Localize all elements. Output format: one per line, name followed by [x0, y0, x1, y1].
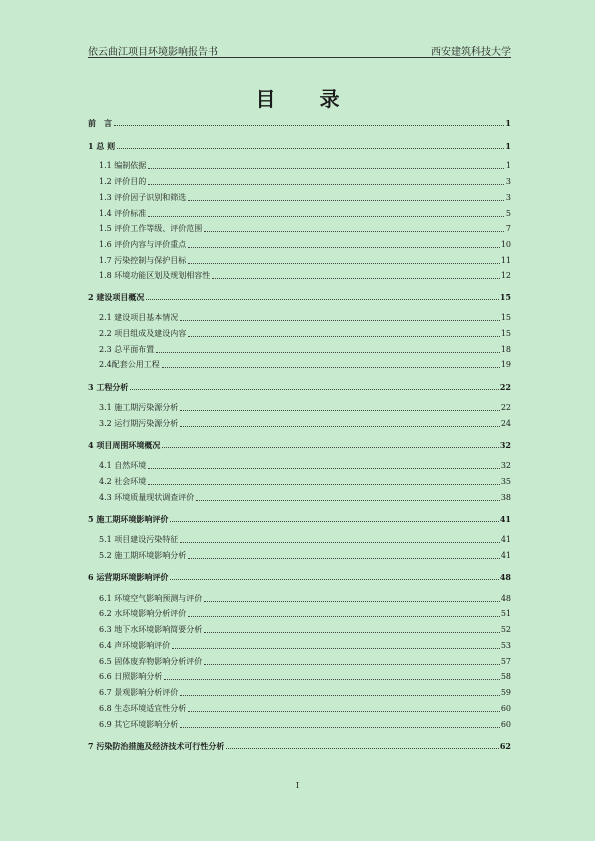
toc-entry-label: 6.4 声环境影响评价: [99, 641, 171, 650]
toc-entry-label: 1 总 则: [88, 141, 116, 151]
toc-entry-page-number: 59: [500, 688, 511, 697]
toc-section-entry[interactable]: [99, 158, 511, 172]
toc-dot-leader: [148, 168, 504, 169]
toc-entry-page-number: 24: [500, 419, 511, 428]
toc-entry-page-number: 41: [500, 535, 511, 544]
toc-entry-label: 6.8 生态环境适宜性分析: [99, 704, 187, 713]
toc-section-entry[interactable]: [99, 206, 511, 220]
toc-dot-leader: [188, 263, 500, 264]
toc-entry-page-number: 1: [505, 141, 511, 151]
toc-chapter-entry[interactable]: [88, 569, 511, 583]
toc-entry-label: 4.3 环境质量现状调查评价: [99, 493, 195, 502]
header-document-title: 依云曲江项目环境影响报告书: [88, 47, 218, 58]
toc-dot-leader: [148, 216, 504, 217]
toc-dot-leader: [148, 484, 500, 485]
toc-section-entry[interactable]: [99, 701, 511, 715]
toc-dot-leader: [188, 711, 500, 712]
toc-section-entry[interactable]: [99, 548, 511, 562]
toc-section-entry[interactable]: [99, 237, 511, 251]
toc-section-entry[interactable]: [99, 458, 511, 472]
toc-entry-label: 7 污染防治措施及经济技术可行性分析: [88, 741, 225, 751]
toc-section-entry[interactable]: [99, 532, 511, 546]
toc-dot-leader: [188, 336, 500, 337]
toc-entry-label: 5.2 施工期环境影响分析: [99, 551, 187, 560]
toc-entry-page-number: 19: [500, 360, 511, 369]
toc-entry-page-number: 22: [499, 382, 511, 392]
toc-entry-label: 4.1 自然环境: [99, 461, 147, 470]
toc-dot-leader: [114, 125, 504, 126]
toc-entry-page-number: 48: [499, 572, 511, 582]
toc-dot-leader: [172, 648, 500, 649]
toc-entry-label: 6.6 日照影响分析: [99, 672, 163, 681]
toc-section-entry[interactable]: [99, 221, 511, 235]
toc-entry-label: 1.1 编制依据: [99, 161, 147, 170]
toc-entry-page-number: 41: [499, 514, 511, 524]
toc-entry-page-number: 53: [500, 641, 511, 650]
toc-section-entry[interactable]: [99, 606, 511, 620]
toc-dot-leader: [204, 231, 504, 232]
toc-entry-page-number: 58: [500, 672, 511, 681]
toc-entry-page-number: 38: [500, 493, 511, 502]
toc-dot-leader: [148, 184, 504, 185]
toc-entry-page-number: 11: [500, 256, 511, 265]
toc-dot-leader: [162, 367, 500, 368]
toc-dot-leader: [162, 447, 499, 448]
toc-entry-label: 4.2 社会环境: [99, 477, 147, 486]
toc-dot-leader: [130, 389, 499, 390]
toc-section-entry[interactable]: [99, 342, 511, 356]
toc-entry-page-number: 51: [500, 609, 511, 618]
toc-section-entry[interactable]: [99, 357, 511, 371]
toc-dot-leader: [226, 748, 499, 749]
toc-entry-label: 2.1 建设项目基本情况: [99, 313, 179, 322]
toc-entry-page-number: 35: [500, 477, 511, 486]
toc-dot-leader: [146, 299, 499, 300]
toc-section-entry[interactable]: [99, 474, 511, 488]
toc-dot-leader: [212, 278, 500, 279]
toc-entry-page-number: 12: [500, 271, 511, 280]
toc-entry-label: 6.9 其它环境影响分析: [99, 720, 179, 729]
toc-dot-leader: [180, 426, 500, 427]
toc-entry-label: 1.7 污染控制与保护目标: [99, 256, 187, 265]
toc-entry-label: 5.1 项目建设污染特征: [99, 535, 179, 544]
toc-chapter-entry[interactable]: [88, 738, 511, 752]
toc-entry-label: 2.3 总平面布置: [99, 345, 155, 354]
toc-entry-page-number: 32: [500, 461, 511, 470]
page-header: [88, 43, 511, 58]
toc-dot-leader: [188, 558, 500, 559]
toc-entry-page-number: 62: [499, 741, 511, 751]
toc-entry-label: 1.4 评价标准: [99, 209, 147, 218]
toc-entry-label: 6.2 水环境影响分析评价: [99, 609, 187, 618]
toc-entry-label: 6 运营期环境影响评价: [88, 572, 169, 582]
toc-entry-label: 1.5 评价工作等级、评价范围: [99, 224, 203, 233]
toc-dot-leader: [156, 352, 500, 353]
toc-entry-label: 3 工程分析: [88, 382, 129, 392]
toc-chapter-entry[interactable]: [88, 289, 511, 303]
toc-dot-leader: [204, 601, 500, 602]
toc-entry-page-number: 18: [500, 345, 511, 354]
toc-dot-leader: [180, 695, 500, 696]
toc-chapter-entry[interactable]: [88, 138, 511, 152]
page-number: I: [295, 781, 300, 790]
toc-entry-page-number: 15: [500, 329, 511, 338]
toc-entry-label: 4 项目周围环境概况: [88, 440, 161, 450]
toc-entry-label: 6.3 地下水环境影响简要分析: [99, 625, 203, 634]
toc-entry-page-number: 48: [500, 594, 511, 603]
toc-entry-page-number: 52: [500, 625, 511, 634]
toc-dot-leader: [180, 727, 500, 728]
toc-entry-label: 1.3 评价因子识别和筛选: [99, 193, 187, 202]
toc-entry-label: 1.6 评价内容与评价重点: [99, 240, 187, 249]
toc-entry-label: 5 施工期环境影响评价: [88, 514, 169, 524]
toc-section-entry[interactable]: [99, 174, 511, 188]
toc-dot-leader: [117, 148, 504, 149]
toc-section-entry[interactable]: [99, 400, 511, 414]
toc-entry-label: 6.1 环境空气影响预测与评价: [99, 594, 203, 603]
toc-entry-label: 2.4配套公用工程: [99, 360, 160, 369]
toc-chapter-entry[interactable]: [88, 511, 511, 525]
toc-entry-page-number: 1: [505, 118, 511, 128]
toc-entry-page-number: 3: [505, 177, 511, 186]
toc-chapter-entry[interactable]: [88, 115, 511, 129]
toc-dot-leader: [204, 632, 500, 633]
toc-dot-leader: [164, 679, 500, 680]
toc-entry-label: 6.5 固体废弃物影响分析评价: [99, 657, 203, 666]
toc-dot-leader: [188, 247, 500, 248]
toc-entry-label: 6.7 景观影响分析评价: [99, 688, 179, 697]
toc-section-entry[interactable]: [99, 416, 511, 430]
toc-section-entry[interactable]: [99, 669, 511, 683]
toc-entry-label: 1.8 环境功能区划及规划相容性: [99, 271, 211, 280]
toc-title: 目录: [255, 87, 384, 111]
toc-entry-page-number: 5: [505, 209, 511, 218]
toc-entry-page-number: 60: [500, 704, 511, 713]
toc-dot-leader: [170, 521, 499, 522]
toc-section-entry[interactable]: [99, 638, 511, 652]
toc-entry-page-number: 1: [505, 161, 511, 170]
toc-dot-leader: [170, 579, 499, 580]
toc-entry-page-number: 57: [500, 657, 511, 666]
toc-dot-leader: [180, 320, 500, 321]
toc-entry-label: 2 建设项目概况: [88, 292, 145, 302]
toc-entry-label: 3.1 施工期污染源分析: [99, 403, 179, 412]
toc-section-entry[interactable]: [99, 326, 511, 340]
toc-dot-leader: [188, 200, 504, 201]
toc-dot-leader: [188, 616, 500, 617]
toc-section-entry[interactable]: [99, 253, 511, 267]
toc-section-entry[interactable]: [99, 622, 511, 636]
toc-section-entry[interactable]: [99, 490, 511, 504]
toc-section-entry[interactable]: [99, 190, 511, 204]
toc-section-entry[interactable]: [99, 654, 511, 668]
toc-entry-label: 3.2 运行期污染源分析: [99, 419, 179, 428]
toc-entry-page-number: 32: [499, 440, 511, 450]
toc-entry-page-number: 10: [500, 240, 511, 249]
toc-section-entry[interactable]: [99, 717, 511, 731]
toc-dot-leader: [180, 410, 500, 411]
toc-entry-page-number: 41: [500, 551, 511, 560]
toc-dot-leader: [204, 664, 500, 665]
toc-chapter-entry[interactable]: [88, 379, 511, 393]
toc-section-entry[interactable]: [99, 268, 511, 282]
toc-entry-label: 1.2 评价目的: [99, 177, 147, 186]
toc-dot-leader: [148, 468, 500, 469]
toc-entry-page-number: 3: [505, 193, 511, 202]
header-organization: 西安建筑科技大学: [431, 47, 511, 58]
toc-entry-label: 前 言: [88, 118, 112, 128]
toc-section-entry[interactable]: [99, 310, 511, 324]
toc-entry-page-number: 7: [505, 224, 511, 233]
toc-dot-leader: [180, 542, 500, 543]
toc-section-entry[interactable]: [99, 591, 511, 605]
toc-entry-page-number: 22: [500, 403, 511, 412]
toc-entry-page-number: 15: [499, 292, 511, 302]
toc-chapter-entry[interactable]: [88, 437, 511, 451]
toc-section-entry[interactable]: [99, 685, 511, 699]
toc-dot-leader: [196, 500, 500, 501]
toc-entry-label: 2.2 项目组成及建设内容: [99, 329, 187, 338]
toc-entry-page-number: 15: [500, 313, 511, 322]
toc-entry-page-number: 60: [500, 720, 511, 729]
